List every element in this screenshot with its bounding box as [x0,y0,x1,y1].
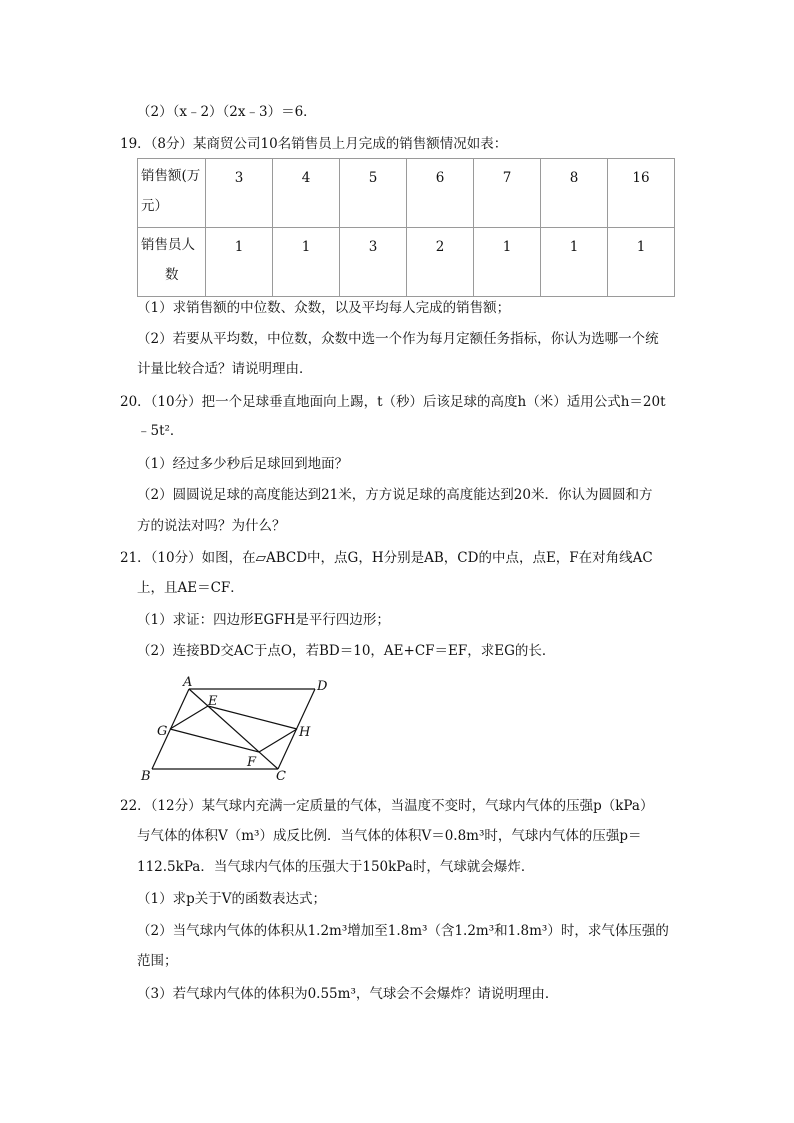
q22-part2-line2: 范围； [137,953,178,969]
q21-heading: 21．（10分）如图，在▱ABCD中，点G，H分别是AB，CD的中点，点E，F在对角线AC [120,550,653,566]
table-header-counts [138,228,206,297]
q22-part1: （1）求p关于V的函数表达式； [137,891,326,907]
table-cell: 5 [340,159,407,228]
table-row-counts [138,228,675,297]
table-cell: 3 [340,228,407,297]
label-b: B [141,769,151,784]
label-d: D [317,679,328,694]
q19-part1: （1）求销售额的中位数、众数，以及平均每人完成的销售额； [137,300,511,316]
table-cell: 2 [407,228,474,297]
table-cell: 1 [273,228,340,297]
q22-part2-line1: （2）当气球内气体的体积从1.2m³增加至1.8m³（含1.2m³和1.8m³）时，求气体压强的 [137,923,669,939]
q20-heading: 20．（10分）把一个足球垂直地面向上踢，t（秒）后该足球的高度h（米）适用公式h＝20t [120,394,666,410]
q22-heading-line3: 112.5kPa．当气球内气体的压强大于150kPa时，气球就会爆炸． [137,859,535,875]
label-a: A [183,675,193,690]
q18-part2: （2）（x﹣2）（2x﹣3）＝6． [137,104,317,120]
table-cell: 1 [474,228,541,297]
header-sales-line1: 销售额(万 [141,168,201,184]
q20-part1: （1）经过多少秒后足球回到地面？ [137,456,349,472]
q19-heading: 19．（8分）某商贸公司10名销售员上月完成的销售额情况如表： [120,136,508,152]
label-h: H [299,725,311,740]
q21-part1: （1）求证：四边形EGFH是平行四边形； [137,612,390,628]
label-g: G [157,724,168,739]
table-cell: 1 [608,228,675,297]
header-counts-line2: 数 [165,267,179,283]
table-header-sales [138,159,206,228]
q20-part2-line1: （2）圆圆说足球的高度能达到21米，方方说足球的高度能达到20米．你认为圆圆和方 [137,487,653,503]
q21-part2: （2）连接BD交AC于点O，若BD＝10，AE+CF＝EF，求EG的长． [137,643,556,659]
table-cell: 1 [206,228,273,297]
sales-table [137,158,675,297]
table-row-sales [138,159,675,228]
table-cell: 3 [206,159,273,228]
label-c: C [276,769,286,784]
q19-part2-line2: 计量比较合适？请说明理由． [137,361,313,377]
q22-part3: （3）若气球内气体的体积为0.55m³，气球会不会爆炸？请说明理由． [137,986,559,1002]
table-cell: 4 [273,159,340,228]
header-sales-line2: 元） [141,198,168,214]
label-e: E [208,694,218,709]
q21-heading-line2: 上，且AE＝CF． [137,580,244,596]
q19-part2-line1: （2）若要从平均数，中位数，众数中选一个作为每月定额任务指标，你认为选哪一个统 [137,331,659,347]
table-cell: 1 [541,228,608,297]
parallelogram-figure [130,672,350,784]
diagonal-ac [189,689,278,769]
q20-formula: ﹣5t²． [137,423,184,439]
table-cell: 7 [474,159,541,228]
q20-part2-line2: 方的说法对吗？为什么？ [137,518,286,534]
label-f: F [247,755,257,770]
table-cell: 6 [407,159,474,228]
q22-heading: 22．（12分）某气球内充满一定质量的气体，当温度不变时，气球内气体的压强p（kPa） [120,798,654,814]
table-cell: 16 [608,159,675,228]
header-counts-line1: 销售员人 [141,237,195,253]
table-cell: 8 [541,159,608,228]
q22-heading-line2: 与气体的体积V（m³）成反比例．当气体的体积V＝0.8m³时，气球内气体的压强p＝ [137,828,642,844]
